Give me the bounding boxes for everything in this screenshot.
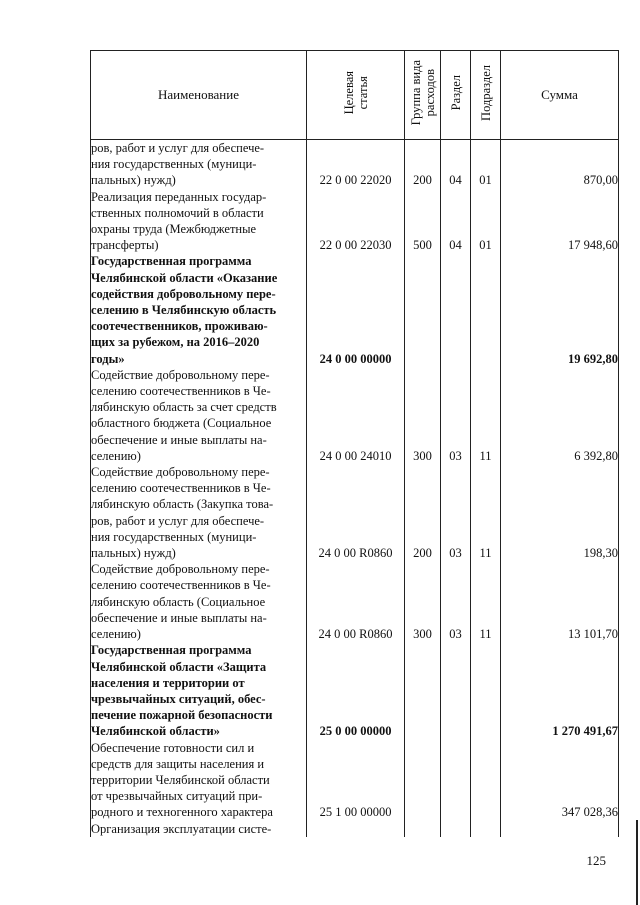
row-subsection — [471, 253, 501, 366]
row-group — [405, 253, 441, 366]
row-article: 24 0 00 R0860 — [307, 561, 405, 642]
row-section: 03 — [441, 367, 471, 464]
row-name: Государственная программа Челябинской области «Оказание содействия добровольному пере- селению в Челябинскую область соотечественников, проживаю- щих за рубежом, на 2016–2020 годы» — [91, 253, 307, 366]
table-row — [91, 367, 619, 464]
row-sum: 19 692,80 — [501, 253, 619, 366]
row-sum: 13 101,70 — [501, 561, 619, 642]
header-article-cell — [307, 51, 405, 140]
table-row — [91, 464, 619, 561]
row-subsection: 11 — [471, 561, 501, 642]
row-group: 300 — [405, 367, 441, 464]
header-subsection-cell — [471, 51, 501, 140]
row-section — [441, 821, 471, 837]
row-subsection: 11 — [471, 464, 501, 561]
row-sum: 347 028,36 — [501, 740, 619, 821]
header-section-cell — [441, 51, 471, 140]
row-subsection — [471, 740, 501, 821]
row-section — [441, 740, 471, 821]
row-group: 300 — [405, 561, 441, 642]
header-section: Раздел — [448, 75, 463, 111]
row-article: 22 0 00 22020 — [307, 140, 405, 189]
row-article: 22 0 00 22030 — [307, 189, 405, 254]
row-sum: 17 948,60 — [501, 189, 619, 254]
row-article — [307, 821, 405, 837]
row-section — [441, 642, 471, 739]
row-sum: 1 270 491,67 — [501, 642, 619, 739]
row-sum: 6 392,80 — [501, 367, 619, 464]
row-group — [405, 740, 441, 821]
row-group: 200 — [405, 140, 441, 189]
header-sum: Сумма — [501, 51, 619, 140]
scan-edge-line — [636, 820, 638, 905]
budget-table — [90, 50, 619, 837]
budget-table-container — [90, 50, 618, 846]
row-group — [405, 821, 441, 837]
row-subsection: 01 — [471, 189, 501, 254]
row-subsection — [471, 821, 501, 837]
row-name: Содействие добровольному пере- селению соотечественников в Че- лябинскую область (Закупка това- ров, работ и услуг для обеспече- ния государственных (муници- пальных) нужд) — [91, 464, 307, 561]
table-row — [91, 821, 619, 837]
table-header-row — [91, 51, 619, 140]
row-article: 24 0 00 24010 — [307, 367, 405, 464]
row-subsection — [471, 642, 501, 739]
row-group: 500 — [405, 189, 441, 254]
table-row — [91, 561, 619, 642]
row-name: Организация эксплуатации систе- — [91, 821, 307, 837]
table-body — [91, 140, 619, 837]
row-subsection: 11 — [471, 367, 501, 464]
page-number: 125 — [586, 853, 606, 868]
row-section: 04 — [441, 189, 471, 254]
row-sum: 198,30 — [501, 464, 619, 561]
header-group: Группа вида расходов — [408, 60, 437, 126]
row-subsection: 01 — [471, 140, 501, 189]
row-group: 200 — [405, 464, 441, 561]
row-group — [405, 642, 441, 739]
row-section: 03 — [441, 561, 471, 642]
header-name: Наименование — [91, 51, 307, 140]
row-article: 24 0 00 R0860 — [307, 464, 405, 561]
row-section: 04 — [441, 140, 471, 189]
row-article: 25 1 00 00000 — [307, 740, 405, 821]
table-row — [91, 140, 619, 189]
row-name: Реализация переданных государ- ственных полномочий в области охраны труда (Межбюджетные трансферты) — [91, 189, 307, 254]
row-section: 03 — [441, 464, 471, 561]
row-name: Государственная программа Челябинской области «Защита населения и территории от чрезвычайных ситуаций, обес- печение пожарной безопасности Челябинской области» — [91, 642, 307, 739]
table-row — [91, 189, 619, 254]
row-name: ров, работ и услуг для обеспече- ния государственных (муници- пальных) нужд) — [91, 140, 307, 189]
row-sum: 870,00 — [501, 140, 619, 189]
row-name: Содействие добровольному пере- селению соотечественников в Че- лябинскую область (Социальное обеспечение и иные выплаты на- селению) — [91, 561, 307, 642]
row-name: Обеспечение готовности сил и средств для защиты населения и территории Челябинской области от чрезвычайных ситуаций при- родного и техногенного характера — [91, 740, 307, 821]
table-row — [91, 642, 619, 739]
row-sum — [501, 821, 619, 837]
table-row — [91, 740, 619, 821]
header-article: Целевая статья — [341, 71, 370, 115]
row-name: Содействие добровольному пере- селению соотечественников в Че- лябинскую область за счет средств областного бюджета (Социальное обеспечение и иные выплаты на- селению) — [91, 367, 307, 464]
row-section — [441, 253, 471, 366]
header-group-cell — [405, 51, 441, 140]
table-row — [91, 253, 619, 366]
row-article: 24 0 00 00000 — [307, 253, 405, 366]
header-subsection: Подраздел — [478, 65, 493, 121]
row-article: 25 0 00 00000 — [307, 642, 405, 739]
